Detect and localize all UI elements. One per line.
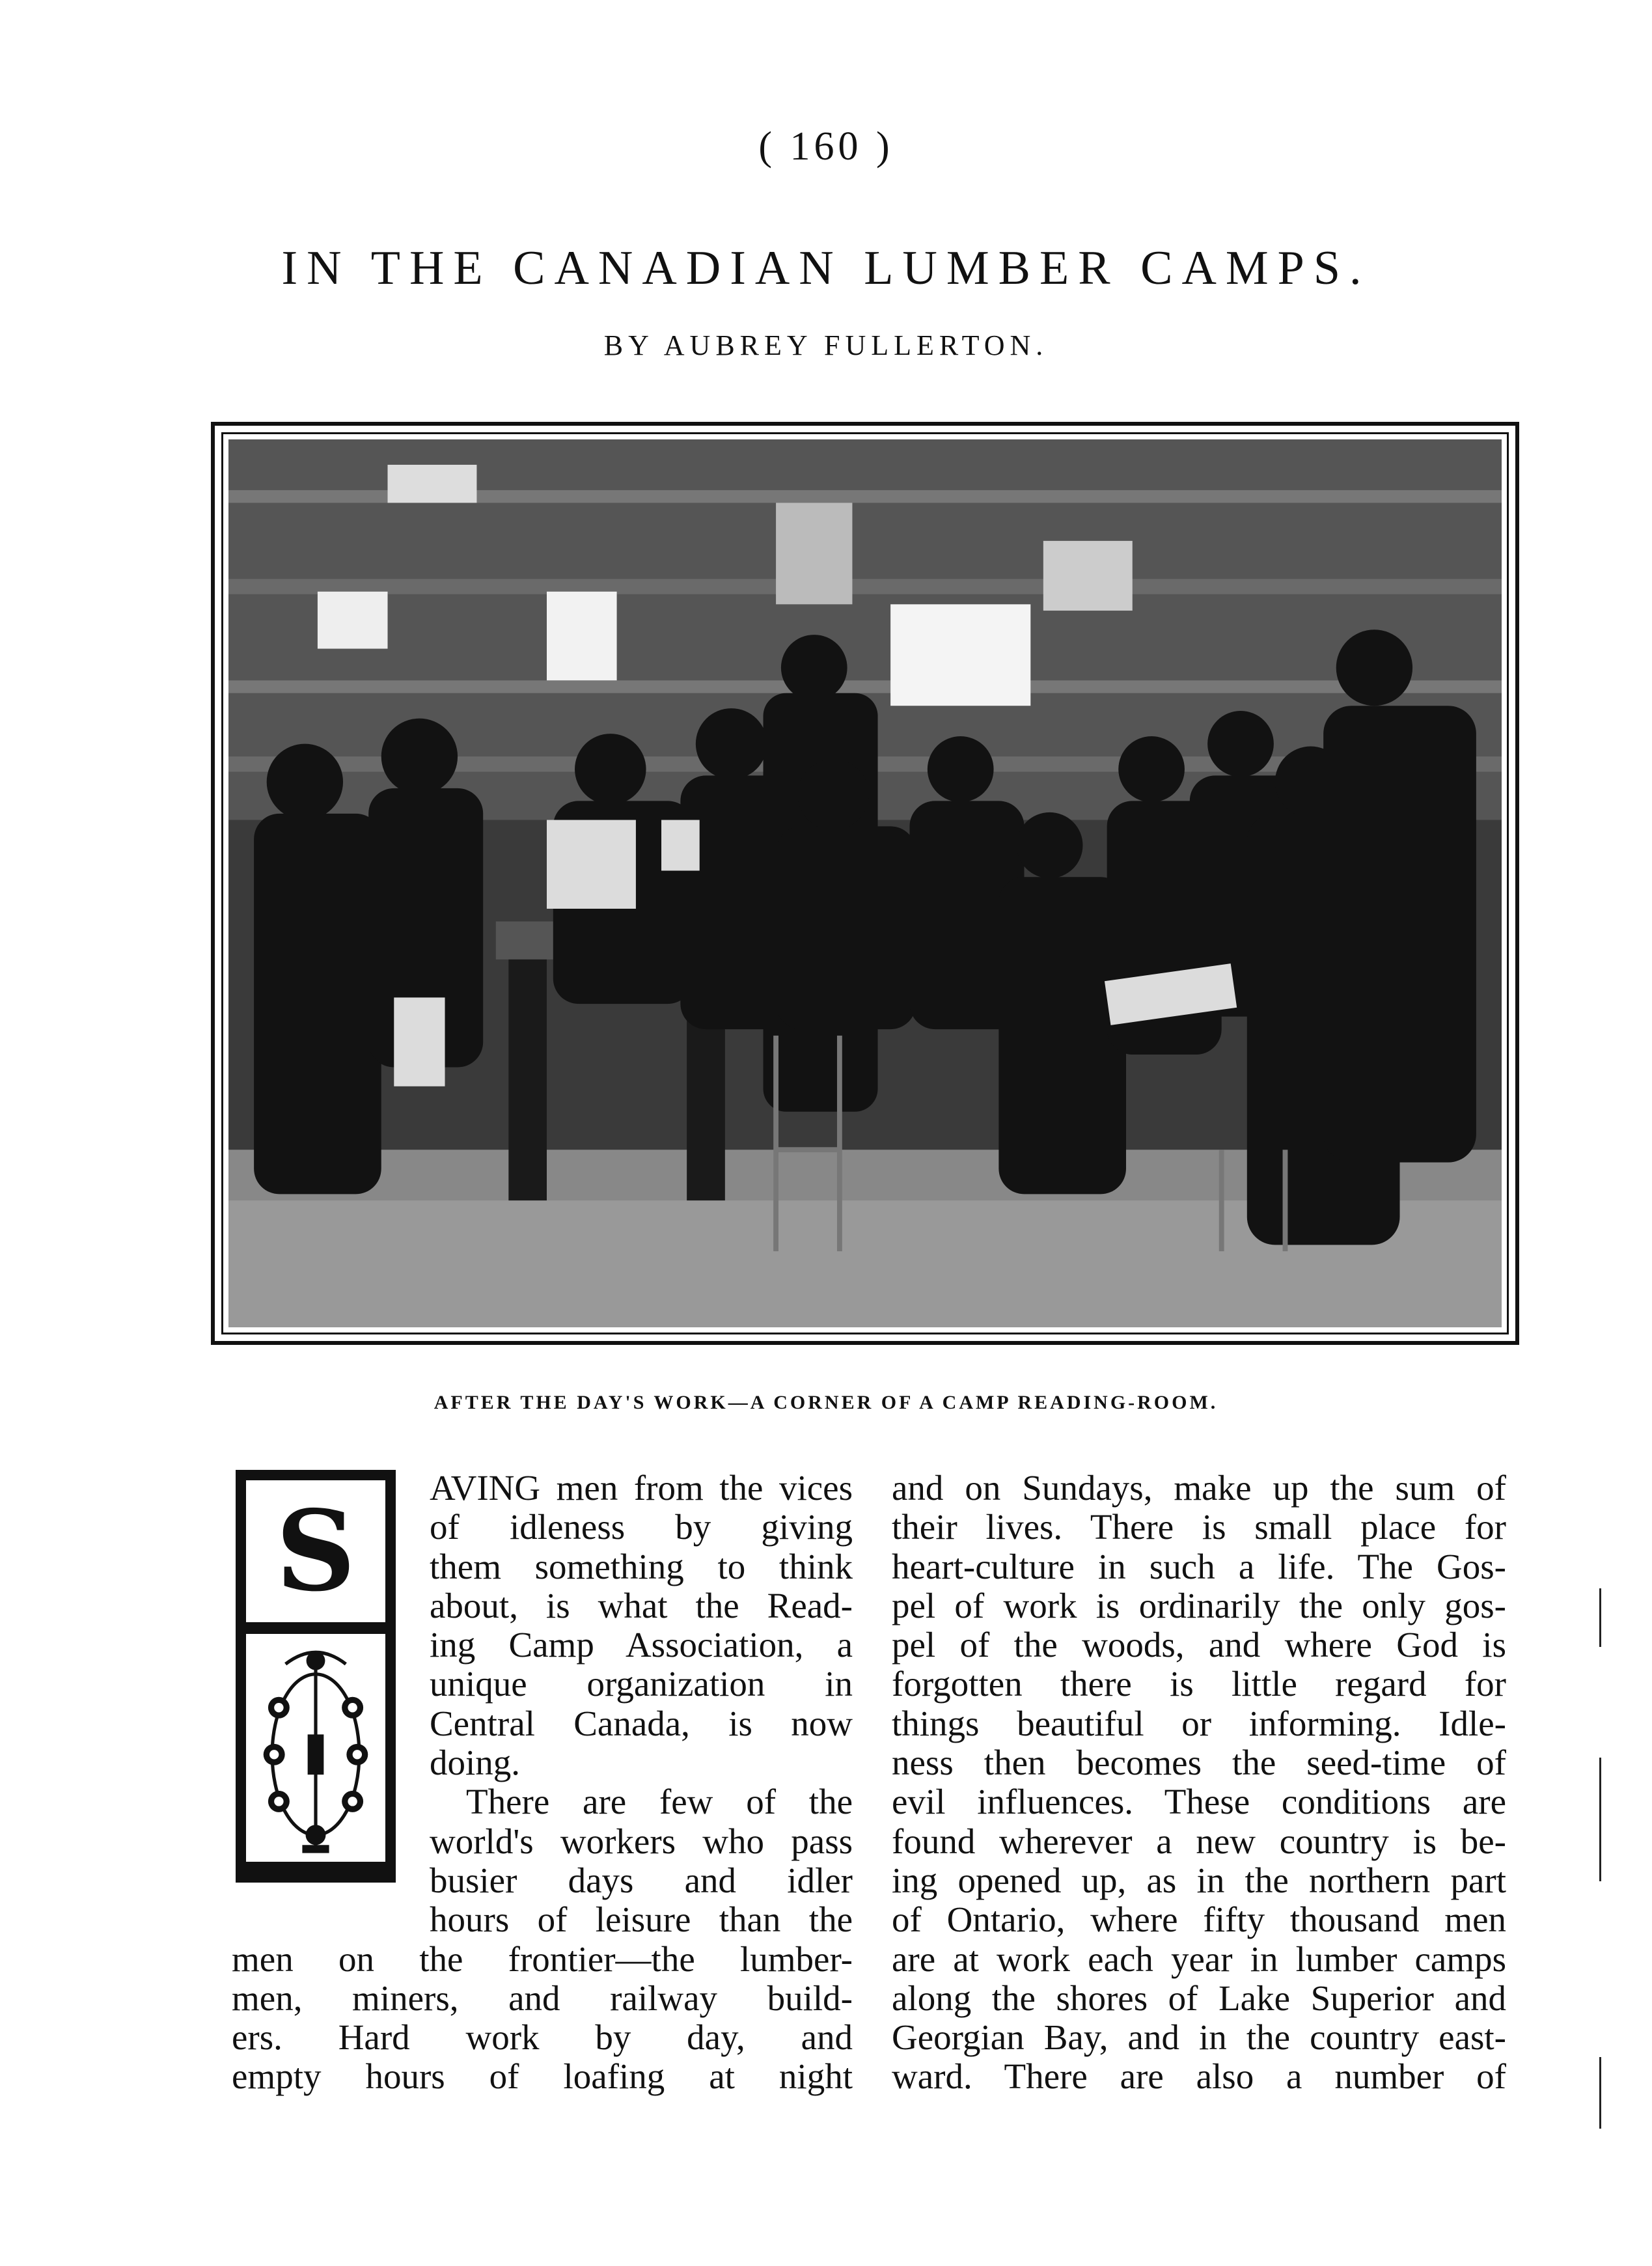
text-line: of Ontario, where fifty thousand men (892, 1900, 1506, 1940)
text-line: forgotten there is little regard for (892, 1664, 1506, 1704)
text-line: and on Sundays, make up the sum of (892, 1468, 1506, 1508)
text-line: unique organization in (430, 1664, 853, 1704)
text-line: ing opened up, as in the northern part (892, 1860, 1506, 1900)
margin-scan-mark (1599, 2057, 1601, 2129)
text-line: ness then becomes the seed-time of (892, 1743, 1506, 1783)
text-line: ers. Hard work by day, and (232, 2017, 853, 2058)
photo-frame (211, 422, 1519, 1345)
text-line: are at work each year in lumber camps (892, 1939, 1506, 1979)
text-line: ing Camp Association, a (430, 1625, 853, 1665)
photo-inner-border (221, 432, 1509, 1334)
page-number: ( 160 ) (758, 124, 894, 169)
drop-cap-letter: S (246, 1480, 385, 1622)
text-line: their lives. There is small place for (892, 1507, 1506, 1547)
text-line: found wherever a new country is be- (892, 1821, 1506, 1861)
margin-scan-mark (1599, 1758, 1601, 1881)
text-line: empty hours of loafing at night (232, 2056, 853, 2097)
article-column-left (232, 1469, 853, 2097)
text-line: ward. There are also a number of (892, 2056, 1506, 2097)
text-line: AVING men from the vices (430, 1468, 853, 1508)
text-line: things beautiful or informing. Idle- (892, 1703, 1506, 1743)
text-line: about, is what the Read- (430, 1585, 853, 1625)
margin-scan-mark (1599, 1588, 1601, 1647)
text-line: heart-culture in such a life. The Gos- (892, 1546, 1506, 1586)
text-line: of idleness by giving (430, 1507, 853, 1547)
text-line: them something to think (430, 1546, 853, 1586)
text-line: busier days and idler (430, 1860, 853, 1900)
text-line: doing. (430, 1743, 521, 1783)
text-line: men, miners, and railway build- (232, 1978, 853, 2018)
photo-caption: AFTER THE DAY'S WORK—A CORNER OF A CAMP READING-ROOM. (434, 1392, 1218, 1413)
article-title: IN THE CANADIAN LUMBER CAMPS. (281, 242, 1371, 295)
text-line: Georgian Bay, and in the country east- (892, 2017, 1506, 2058)
text-line: world's workers who pass (430, 1821, 853, 1861)
article-column-right (892, 1469, 1506, 2097)
text-line: Central Canada, is now (430, 1703, 853, 1743)
lumber-camp-photo (228, 439, 1502, 1327)
text-line: hours of leisure than the (430, 1900, 853, 1940)
byline: BY AUBREY FULLERTON. (603, 329, 1049, 361)
text-line: evil influences. These conditions are (892, 1782, 1506, 1822)
text-line: men on the frontier—the lumber- (232, 1939, 853, 1979)
text-line: There are few of the (466, 1782, 853, 1822)
text-line: pel of the woods, and where God is (892, 1625, 1506, 1665)
text-line: pel of work is ordinarily the only gos- (892, 1585, 1506, 1625)
text-line: along the shores of Lake Superior and (892, 1978, 1506, 2018)
